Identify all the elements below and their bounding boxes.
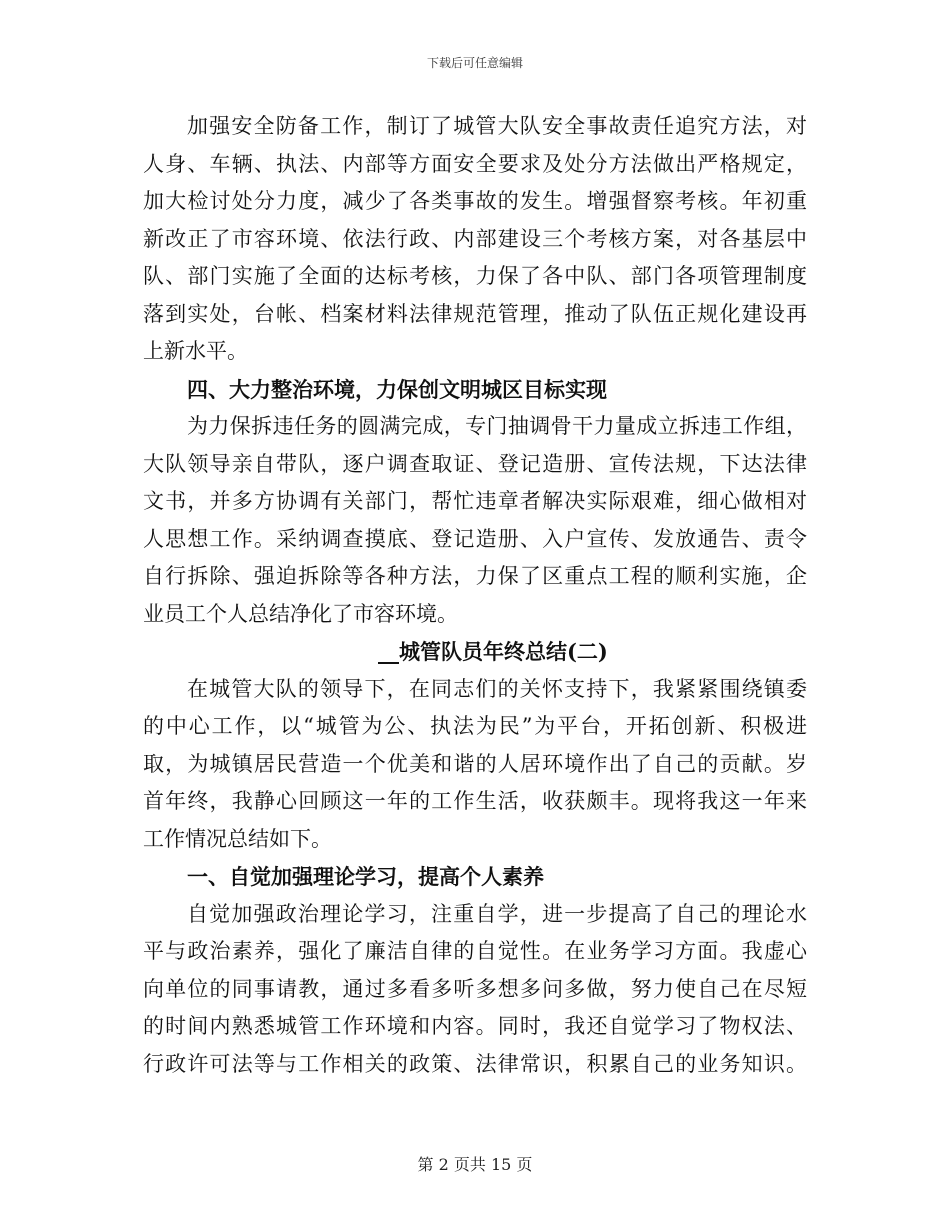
document-body <box>143 108 807 1083</box>
text-line: 首年终，我静心回顾这一年的工作生活，收获颇丰。现将我这一年来 <box>143 789 807 813</box>
text-line: 落到实处，台帐、档案材料法律规范管理，推动了队伍正规化建设再 <box>143 301 807 326</box>
text-line: 大队领导亲自带队，逐户调查取证、登记造册、宣传法规，下达法律 <box>143 451 807 476</box>
text-line: 为力保拆违任务的圆满完成，专门抽调骨干力量成立拆违工作组， <box>187 414 807 438</box>
text-line: 行政许可法等与工作相关的政策、法律常识，积累自己的业务知识。 <box>143 1051 807 1076</box>
text-line: 的中心工作，以“城管为公、执法为民”为平台，开拓创新、积极进 <box>143 714 807 738</box>
text-line: 上新水平。 <box>143 339 248 363</box>
text-line: 业员工个人总结净化了市容环境。 <box>143 601 458 626</box>
section-heading: 四、大力整治环境，力保创文明城区目标实现 <box>187 376 607 402</box>
document-title: __城管队员年终总结(二) <box>378 639 608 664</box>
text-line: 加强安全防备工作，制订了城管大队安全事故责任追究方法，对 <box>187 114 807 138</box>
text-line: 自行拆除、强迫拆除等各种方法，力保了区重点工程的顺利实施，企 <box>143 564 807 588</box>
text-line: 取，为城镇居民营造一个优美和谐的人居环境作出了自己的贡献。岁 <box>143 751 807 776</box>
text-line: 向单位的同事请教，通过多看多听多想多问多做，努力使自己在尽短 <box>143 976 807 1001</box>
text-line: 自觉加强政治理论学习，注重自学，进一步提高了自己的理论水 <box>187 901 807 926</box>
page-number-footer: 第 2 页共 15 页 <box>417 1155 533 1174</box>
page-header: 下载后可任意编辑 <box>426 56 523 70</box>
section-heading: 一、自觉加强理论学习，提高个人素养 <box>187 864 544 889</box>
text-line: 队、部门实施了全面的达标考核，力保了各中队、部门各项管理制度 <box>143 264 807 288</box>
text-line: 的时间内熟悉城管工作环境和内容。同时，我还自觉学习了物权法、 <box>143 1014 807 1038</box>
text-line: 加大检讨处分力度，减少了各类事故的发生。增强督察考核。年初重 <box>143 189 807 213</box>
text-line: 工作情况总结如下。 <box>143 826 332 851</box>
text-line: 新改正了市容环境、依法行政、内部建设三个考核方案，对各基层中 <box>143 226 807 251</box>
text-line: 人身、车辆、执法、内部等方面安全要求及处分方法做出严格规定， <box>143 151 807 176</box>
text-line: 平与政治素养，强化了廉洁自律的自觉性。在业务学习方面。我虚心 <box>143 939 807 963</box>
text-line: 在城管大队的领导下，在同志们的关怀支持下，我紧紧围绕镇委 <box>187 676 807 701</box>
text-line: 文书，并多方协调有关部门，帮忙违章者解决实际艰难，细心做相对 <box>143 489 807 513</box>
text-line: 人思想工作。采纳调查摸底、登记造册、入户宣传、发放通告、责令 <box>143 526 807 551</box>
